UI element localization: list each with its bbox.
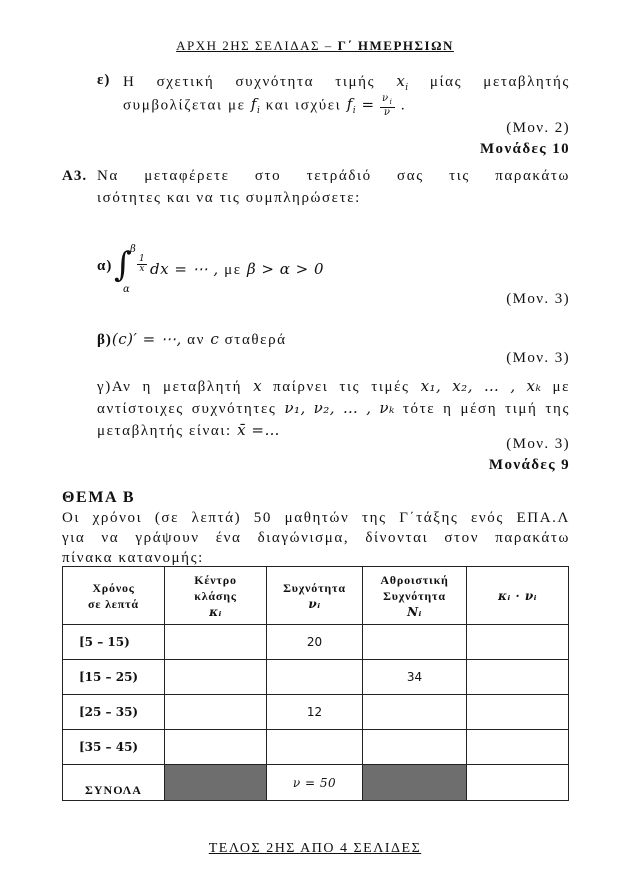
- a3-label-text: Α3.: [62, 168, 88, 184]
- a3-label: [62, 168, 87, 185]
- e-monades: Μονάδες 10: [479, 141, 570, 157]
- gamma-line3: [97, 421, 280, 440]
- e-line1-b: μίας μεταβλητής: [429, 74, 570, 90]
- e-var-sub: i: [405, 83, 409, 93]
- total-kv: [467, 765, 569, 801]
- e-eq-fsub: i: [352, 106, 357, 117]
- alpha-expr-line: [150, 260, 324, 279]
- header-bold: Γ΄ ΗΜΕΡΗΣΙΩΝ: [337, 38, 454, 53]
- thema-b-line1: Οι χρόνοι (σε λεπτά) 50 μαθητών της Γ΄τάξης ενός ΕΠΑ.Λ: [62, 510, 570, 526]
- class-cell: [25 – 35): [63, 695, 165, 730]
- k-cell: [165, 660, 267, 695]
- e-eq: =: [361, 95, 375, 114]
- section-e-line2: [123, 94, 406, 118]
- alpha-cond: β > α > 0: [246, 260, 325, 278]
- gamma-line1: [97, 377, 570, 396]
- class-cell: [15 – 25): [63, 660, 165, 695]
- e-mov: (Μον. 2): [506, 120, 570, 136]
- header-cumulative: Αθροιστική Συχνότητα Nᵢ: [363, 567, 467, 625]
- v-cell: 20: [267, 625, 363, 660]
- e-eq-f: f: [346, 95, 353, 114]
- N-cell: 34: [363, 660, 467, 695]
- gamma-xbar: x̄ =…: [237, 421, 280, 439]
- distribution-table: [62, 566, 569, 801]
- header-time: Χρόνος σε λεπτά: [63, 567, 165, 625]
- page-header: [0, 38, 630, 54]
- e-line1-a: Η σχετική συχνότητα τιμής: [123, 74, 376, 90]
- integral-upper: β: [130, 244, 136, 255]
- v-cell: [267, 660, 363, 695]
- shaded-cell: [363, 765, 467, 801]
- e-line2-a: συμβολίζεται με: [123, 97, 246, 114]
- e-f: f: [250, 95, 257, 114]
- shaded-cell: [165, 765, 267, 801]
- kv-cell: [467, 660, 569, 695]
- total-label: ΣΥΝΟΛΑ: [63, 765, 165, 801]
- beta-c: c: [210, 330, 220, 348]
- k-cell: [165, 730, 267, 765]
- integral-lower: α: [123, 284, 130, 295]
- gamma-l2-a: αντίστοιχες συχνότητες: [97, 401, 277, 417]
- v-cell: 12: [267, 695, 363, 730]
- total-v: ν = 50: [267, 765, 363, 801]
- a3-beta-line: [97, 330, 287, 349]
- gamma-values: x₁, x₂, … , xₖ: [420, 377, 542, 395]
- alpha-label: α): [97, 258, 113, 274]
- e-frac-den: ν: [383, 107, 392, 118]
- gamma-l3-a: μεταβλητής είναι:: [97, 423, 232, 439]
- kv-cell: [467, 695, 569, 730]
- alpha-me: με: [224, 262, 242, 278]
- e-line2-end: .: [400, 97, 407, 114]
- gamma-l1-b: παίρνει τις τιμές: [273, 379, 410, 395]
- e-label: ε): [97, 72, 111, 88]
- gamma-freqs: ν₁, ν₂, … , νₖ: [284, 399, 395, 417]
- thema-b-line2: για να γράψουν ένα διαγώνισμα, δίνονται στον παρακάτω: [62, 530, 570, 546]
- beta-mov: (Μον. 3): [506, 350, 570, 366]
- gamma-l2-b: τότε η μέση τιμή της: [402, 401, 571, 417]
- e-fsub: i: [256, 106, 261, 117]
- beta-label: β): [97, 332, 112, 348]
- class-cell: [5 – 15): [63, 625, 165, 660]
- kv-cell: [467, 730, 569, 765]
- gamma-line2: [97, 399, 570, 418]
- alpha-frac-den: x: [139, 264, 145, 274]
- header-frequency: Συχνότητα νᵢ: [267, 567, 363, 625]
- table-row: [63, 730, 569, 765]
- table-row: [63, 660, 569, 695]
- page-footer: ΤΕΛΟΣ 2ΗΣ ΑΠΟ 4 ΣΕΛΙΔΕΣ: [208, 841, 422, 856]
- section-e-line1: [123, 72, 570, 93]
- a3-line2: ισότητες και να τις συμπληρώσετε:: [97, 190, 361, 206]
- N-cell: [363, 625, 467, 660]
- e-frac-num-sub: i: [389, 98, 394, 106]
- alpha-mov: (Μον. 3): [506, 291, 570, 307]
- N-cell: [363, 695, 467, 730]
- alpha-frac-num: 1: [139, 254, 145, 264]
- kv-cell: [467, 625, 569, 660]
- N-cell: [363, 730, 467, 765]
- e-var-x: x: [396, 72, 406, 90]
- alpha-fraction: [137, 255, 147, 274]
- header-kv: κᵢ · νᵢ: [467, 567, 569, 625]
- thema-b-title: ΘΕΜΑ Β: [62, 489, 136, 506]
- gamma-l1-c: με: [552, 379, 570, 395]
- e-fraction: [380, 94, 396, 118]
- header-class-center: Κέντρο κλάσης κᵢ: [165, 567, 267, 625]
- k-cell: [165, 625, 267, 660]
- gamma-l1-a: γ)Αν η μεταβλητή: [97, 379, 243, 395]
- beta-text-b: σταθερά: [224, 332, 287, 348]
- gamma-mov: (Μον. 3): [506, 436, 570, 452]
- table-row: [63, 695, 569, 730]
- v-cell: [267, 730, 363, 765]
- header-prefix: ΑΡΧΗ 2ΗΣ ΣΕΛΙΔΑΣ –: [176, 38, 338, 53]
- k-cell: [165, 695, 267, 730]
- table-header-row: [63, 567, 569, 625]
- section-e-label: [97, 72, 110, 89]
- beta-expr: (c)′ = ⋯,: [111, 330, 182, 348]
- e-frac-num: ν: [381, 93, 390, 104]
- gamma-x: x: [253, 377, 263, 395]
- gamma-monades: Μονάδες 9: [488, 457, 570, 473]
- integral-sign: ∫: [114, 245, 132, 285]
- a3-line1: Να μεταφέρετε στο τετράδιό σας τις παρακάτω: [97, 168, 570, 184]
- thema-b-line3: πίνακα κατανομής:: [62, 550, 204, 566]
- class-cell: [35 – 45): [63, 730, 165, 765]
- beta-text-a: αν: [187, 332, 205, 348]
- table-total-row: [63, 765, 569, 801]
- e-line2-b: και ισχύει: [265, 97, 342, 114]
- alpha-expr: dx = ⋯ ,: [150, 260, 219, 278]
- a3-alpha-label: [97, 258, 112, 275]
- table-row: [63, 625, 569, 660]
